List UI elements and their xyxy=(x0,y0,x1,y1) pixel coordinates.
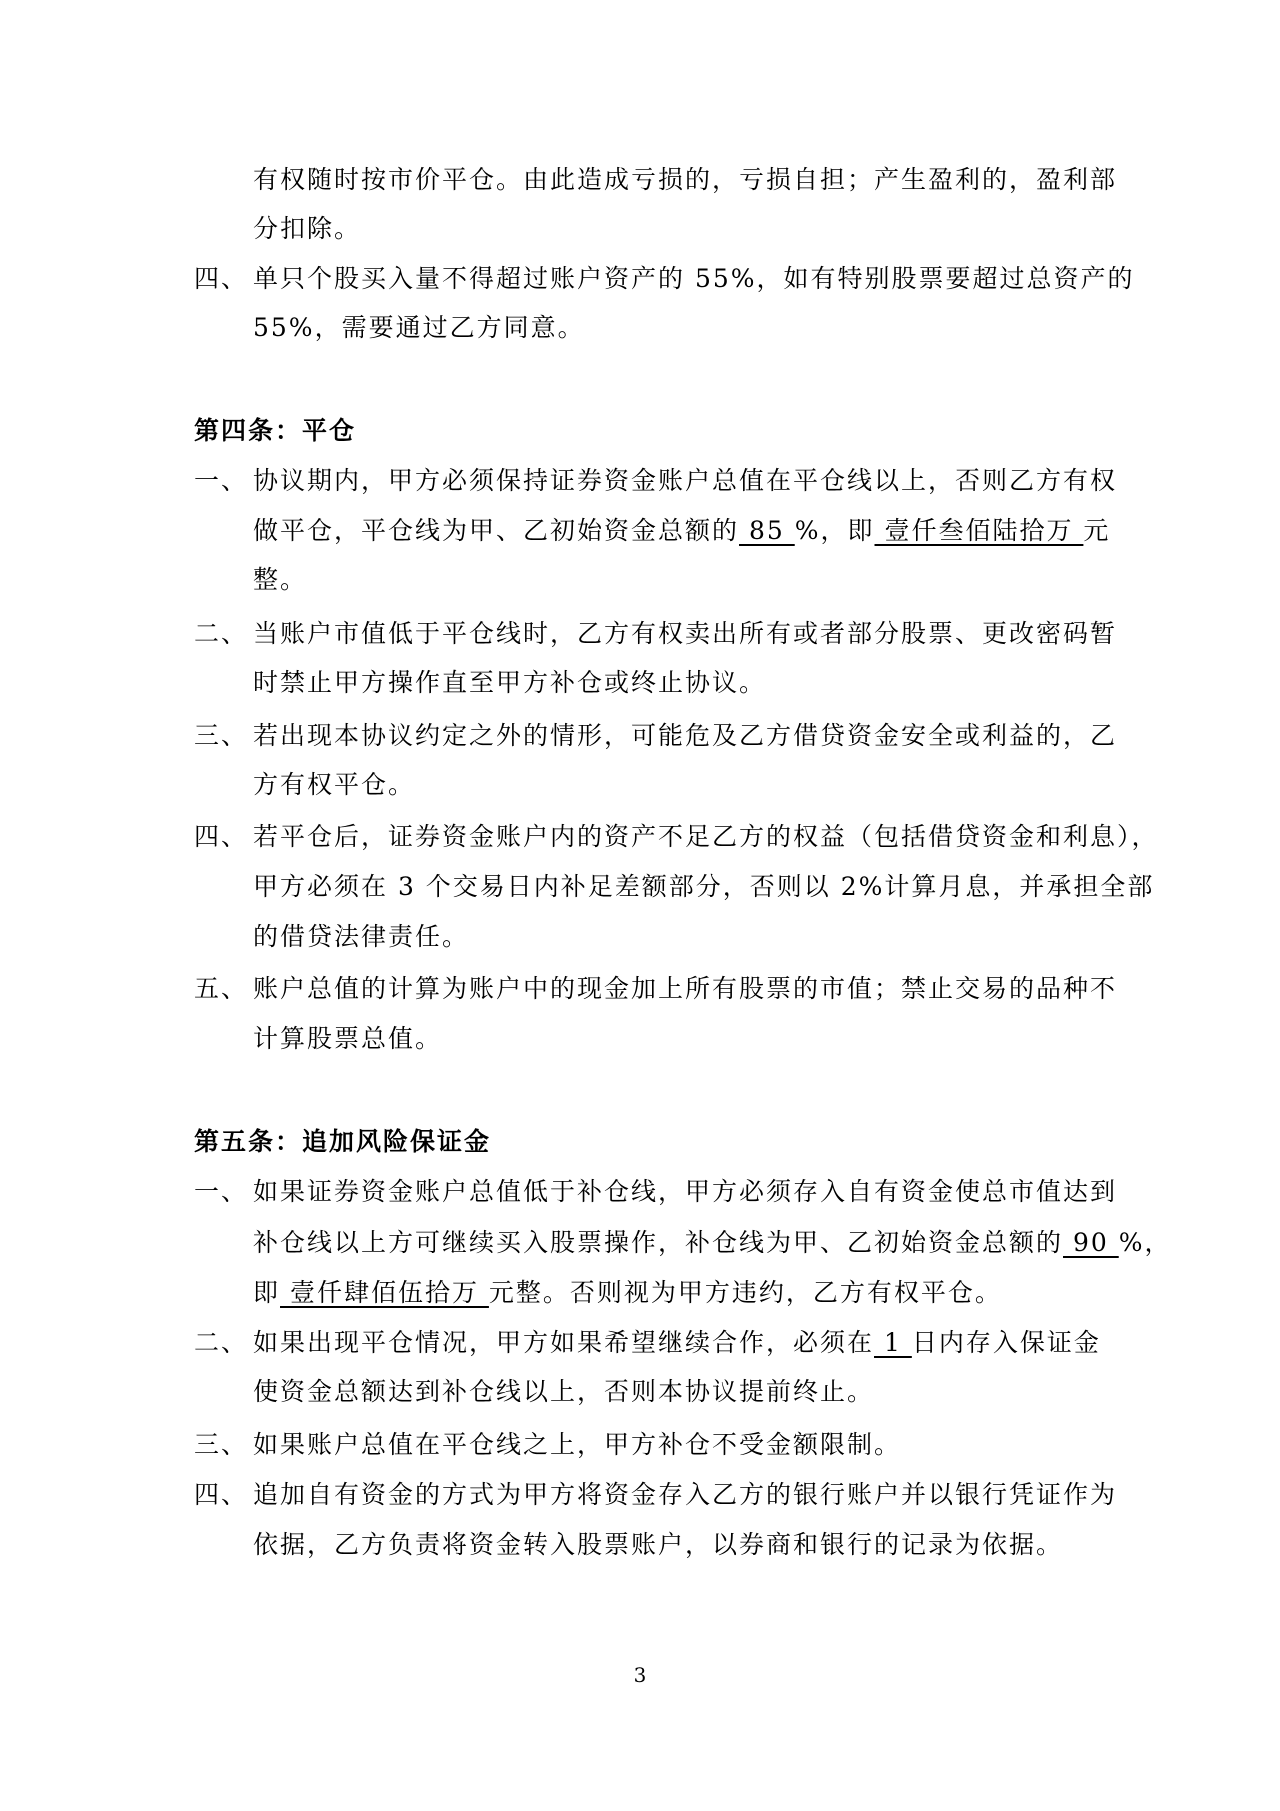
paragraph-line: 账户总值的计算为账户中的现金加上所有股票的市值；禁止交易的品种不 xyxy=(253,974,1118,1003)
text-span: %， xyxy=(1118,1228,1172,1257)
paragraph-line: 方有权平仓。 xyxy=(253,770,416,799)
item-marker: 二、 xyxy=(194,619,249,648)
paragraph-line: 如果证券资金账户总值低于补仓线，甲方必须存入自有资金使总市值达到 xyxy=(253,1177,1118,1206)
paragraph-line xyxy=(253,1226,1172,1260)
text-span: %，即 xyxy=(794,516,875,545)
item-marker: 四、 xyxy=(194,264,249,293)
paragraph-line: 依据，乙方负责将资金转入股票账户，以券商和银行的记录为依据。 xyxy=(253,1530,1064,1559)
margin-call-amount-blank: 壹仟肆佰伍拾万 xyxy=(280,1278,489,1307)
text-span: 日内存入保证金 xyxy=(911,1328,1101,1357)
paragraph-line: 甲方必须在 3 个交易日内补足差额部分，否则以 2%计算月息，并承担全部 xyxy=(253,872,1155,901)
text-span: 即 xyxy=(253,1278,281,1307)
item-marker: 一、 xyxy=(194,1177,249,1206)
text-span: 元整。否则视为甲方违约，乙方有权平仓。 xyxy=(488,1278,1002,1307)
paragraph-line: 计算股票总值。 xyxy=(253,1024,443,1053)
paragraph-line: 使资金总额达到补仓线以上，否则本协议提前终止。 xyxy=(253,1377,875,1406)
section-heading: 第五条：追加风险保证金 xyxy=(194,1127,492,1156)
paragraph-line: 整。 xyxy=(253,565,308,594)
paragraph-line: 有权随时按市价平仓。由此造成亏损的，亏损自担；产生盈利的，盈利部 xyxy=(253,165,1118,194)
paragraph-line: 当账户市值低于平仓线时，乙方有权卖出所有或者部分股票、更改密码暂 xyxy=(253,619,1118,648)
text-span: 元 xyxy=(1083,516,1111,545)
paragraph-line: 协议期内，甲方必须保持证券资金账户总值在平仓线以上，否则乙方有权 xyxy=(253,466,1118,495)
item-marker: 四、 xyxy=(194,1480,249,1509)
margin-call-percent-blank: 90 xyxy=(1063,1228,1119,1257)
deposit-days-blank: 1 xyxy=(874,1328,912,1357)
paragraph-line: 若出现本协议约定之外的情形，可能危及乙方借贷资金安全或利益的，乙 xyxy=(253,721,1118,750)
item-marker: 一、 xyxy=(194,466,249,495)
text-span: 补仓线以上方可继续买入股票操作，补仓线为甲、乙初始资金总额的 xyxy=(253,1228,1064,1257)
paragraph-line xyxy=(253,514,1110,548)
paragraph-line: 如果账户总值在平仓线之上，甲方补仓不受金额限制。 xyxy=(253,1430,902,1459)
paragraph-line xyxy=(253,1326,1101,1360)
item-marker: 三、 xyxy=(194,1430,249,1459)
paragraph-line: 时禁止甲方操作直至甲方补仓或终止协议。 xyxy=(253,668,767,697)
liquidation-percent-blank: 85 xyxy=(739,516,795,545)
paragraph-line: 追加自有资金的方式为甲方将资金存入乙方的银行账户并以银行凭证作为 xyxy=(253,1480,1118,1509)
paragraph-line: 若平仓后，证券资金账户内的资产不足乙方的权益（包括借贷资金和利息）， xyxy=(253,822,1159,851)
paragraph-line: 的借贷法律责任。 xyxy=(253,922,470,951)
paragraph-line xyxy=(253,1276,1002,1310)
item-marker: 三、 xyxy=(194,721,249,750)
paragraph-line: 55%，需要通过乙方同意。 xyxy=(253,313,585,342)
page-number: 3 xyxy=(633,1663,647,1687)
text-span: 如果出现平仓情况，甲方如果希望继续合作，必须在 xyxy=(253,1328,875,1357)
paragraph-line: 单只个股买入量不得超过账户资产的 55%，如有特别股票要超过总资产的 xyxy=(253,264,1135,293)
text-span: 做平仓，平仓线为甲、乙初始资金总额的 xyxy=(253,516,740,545)
item-marker: 五、 xyxy=(194,974,249,1003)
liquidation-amount-blank: 壹仟叁佰陆拾万 xyxy=(874,516,1084,545)
section-heading: 第四条：平仓 xyxy=(194,416,357,445)
paragraph-line: 分扣除。 xyxy=(253,214,362,243)
item-marker: 二、 xyxy=(194,1328,249,1357)
item-marker: 四、 xyxy=(194,822,249,851)
